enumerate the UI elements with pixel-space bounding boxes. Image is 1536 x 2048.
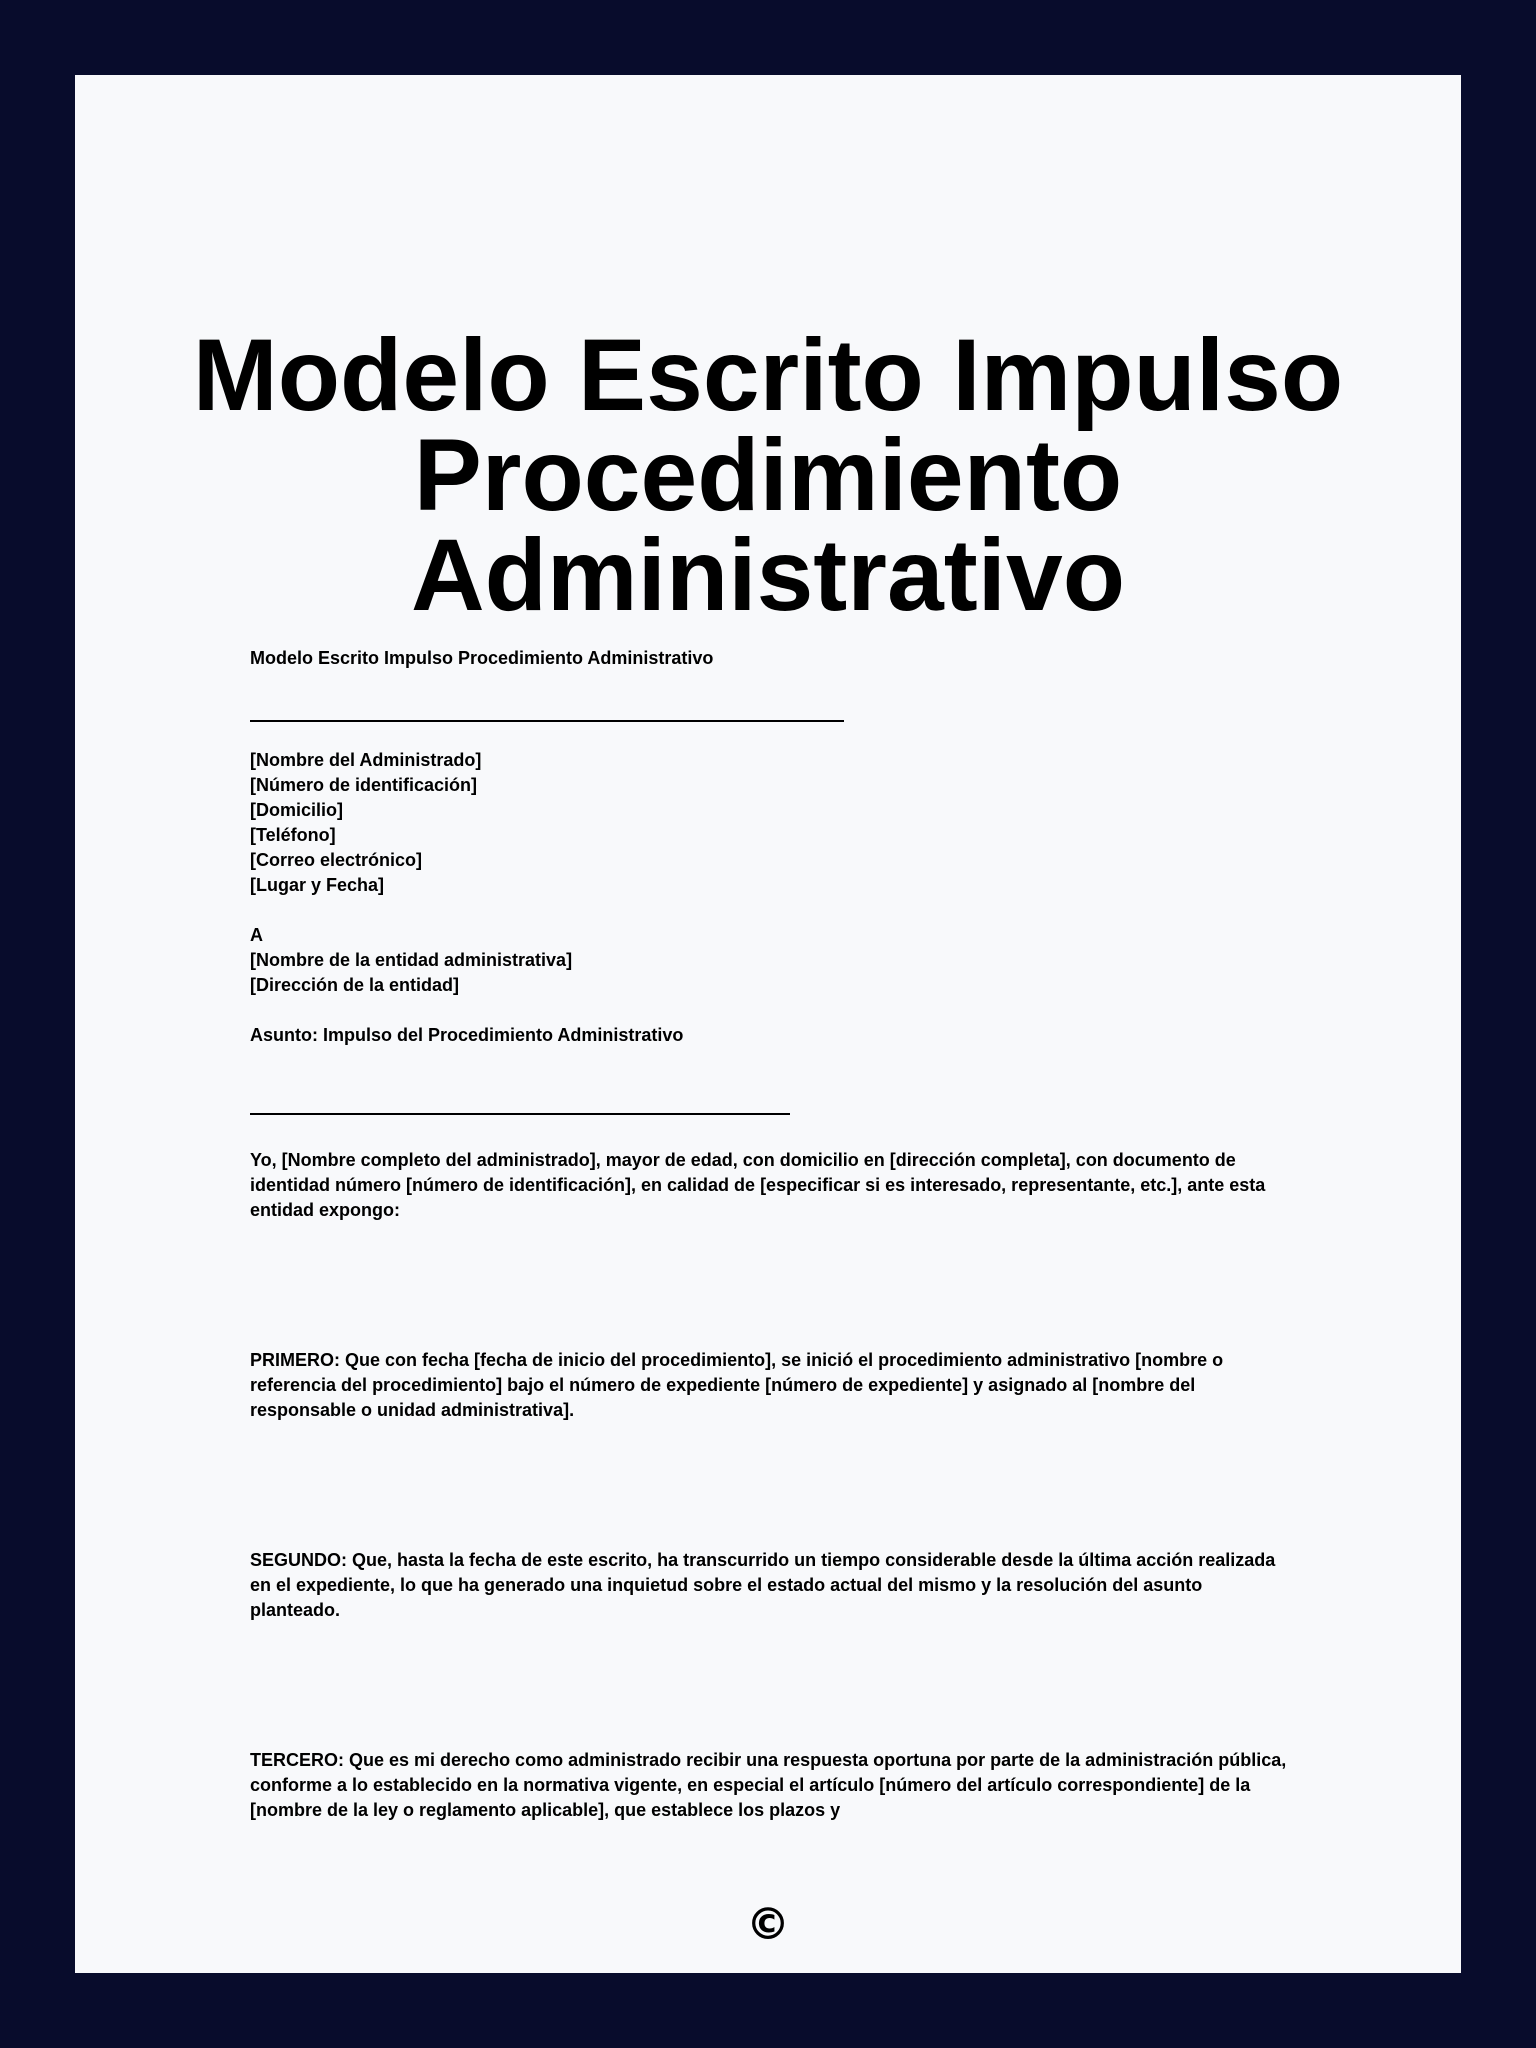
sender-id-number: [Número de identificación] <box>250 775 478 795</box>
recipient-entity-address: [Dirección de la entidad] <box>250 975 460 995</box>
sender-address: [Domicilio] <box>250 800 343 820</box>
paragraph-tercero: TERCERO: Que es mi derecho como administrado recibir una respuesta oportuna por parte de la administración pública, conforme a lo establecido en la normativa vigente, en especial el artículo [número del artículo correspondiente] de la [nombre de la ley o reglamento aplicable], que establece los plazos y <box>250 1750 1287 1820</box>
recipient-prefix: A <box>250 925 263 945</box>
recipient-entity-name: [Nombre de la entidad administrativa] <box>250 950 573 970</box>
title-line-3: Administrativo <box>410 518 1126 632</box>
divider-rule <box>250 1113 790 1115</box>
paragraph-segundo: SEGUNDO: Que, hasta la fecha de este escrito, ha transcurrido un tiempo considerable desde la última acción realizada en el expediente, lo que ha generado una inquietud sobre el estado actual del mismo y la resolución del asunto planteado. <box>250 1550 1276 1620</box>
recipient-block <box>250 923 1290 998</box>
copyright-icon: © <box>746 1899 790 1950</box>
sender-block <box>250 748 1290 873</box>
subject-line: Asunto: Impulso del Procedimiento Administrativo <box>250 1025 684 1045</box>
document-page <box>75 75 1461 1973</box>
sender-email: [Correo electrónico] <box>250 850 423 870</box>
document-subtitle: Modelo Escrito Impulso Procedimiento Administrativo <box>250 648 714 668</box>
title-line-1: Modelo Escrito Impulso <box>192 318 1344 432</box>
document-title <box>75 318 1461 632</box>
intro-paragraph: Yo, [Nombre completo del administrado], mayor de edad, con domicilio en [dirección completa], con documento de identidad número [número de identificación], en calidad de [especificar si es interesado, representante, etc.], ante esta entidad expongo: <box>250 1150 1266 1220</box>
paragraph-primero: PRIMERO: Que con fecha [fecha de inicio del procedimiento], se inició el procedimiento administrativo [nombre o referencia del procedimiento] bajo el número de expediente [número de expediente] y asignado al [nombre del responsable o unidad administrativa]. <box>250 1350 1224 1420</box>
sender-name: [Nombre del Administrado] <box>250 750 482 770</box>
sender-phone: [Teléfono] <box>250 825 336 845</box>
place-date: [Lugar y Fecha] <box>250 875 385 895</box>
divider-rule <box>250 720 844 722</box>
title-line-2: Procedimiento <box>413 418 1123 532</box>
